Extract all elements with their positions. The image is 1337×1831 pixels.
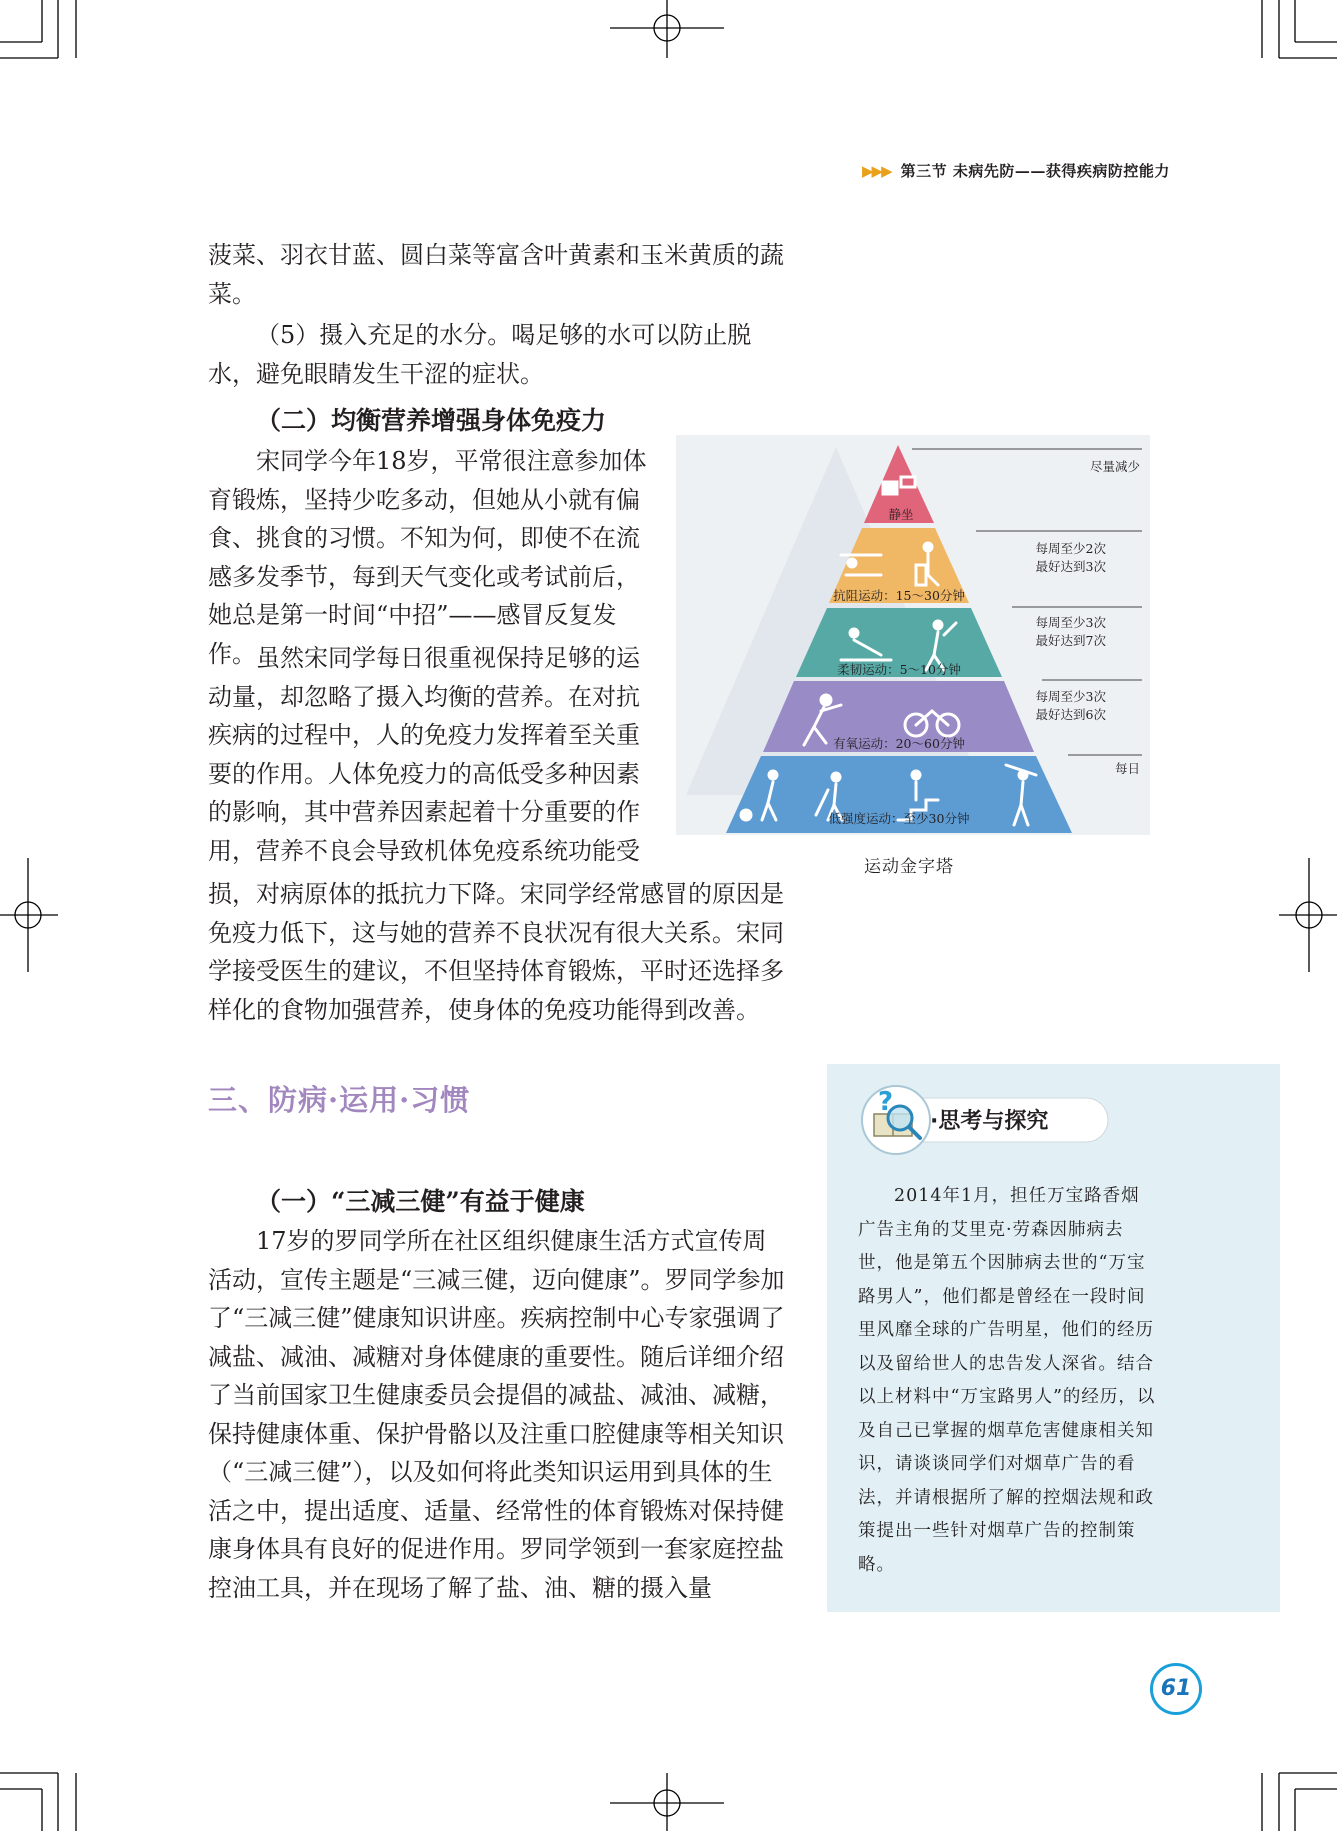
note-aerobic-1: 每周至少3次: [1035, 689, 1106, 704]
label-light: 低强度运动：至少30分钟: [828, 811, 970, 826]
note-light: 每日: [1114, 761, 1140, 776]
note-flexibility-2: 最好达到7次: [1035, 633, 1106, 648]
label-resistance: 抗阻运动：15～30分钟: [833, 588, 965, 603]
think-explore-body: 2014年1月，担任万宝路香烟广告主角的艾里克·劳森因肺病去世，他是第五个因肺病去世的“万宝路男人”，他们都是曾经在一段时间里风靡全球的广告明星，他们的经历以及留给世人的忠告发人深省。结合以上材料中“万宝路男人”的经历，以及自己已掌握的烟草危害健康相关知识，请谈谈同学们对烟草广告的看法，并请根据所了解的控烟法规和政策提出一些针对烟草广告的控制策略。: [858, 1186, 1156, 1575]
note-aerobic-2: 最好达到6次: [1035, 707, 1106, 722]
page-number: 61: [1150, 1663, 1202, 1715]
note-resistance-2: 最好达到3次: [1035, 559, 1106, 574]
paragraph-immunity: 虽然宋同学每日很重视保持足够的运动量，却忽略了摄入均衡的营养。在对抗疾病的过程中，人的免疫力发挥着至关重要的作用。人体免疫力的高低受多种因素的影响，其中营养因素起着十分重要的作用，营养不良会导致机体免疫系统功能受: [208, 644, 640, 865]
paragraph-water: （5）摄入充足的水分。喝足够的水可以防止脱水，避免眼睛发生干涩的症状。: [208, 321, 752, 388]
subheading-three-reductions: （一）“三减三健”有益于健康: [256, 1187, 585, 1216]
running-header: [862, 160, 1170, 181]
think-explore-text: [858, 1180, 1158, 1582]
pyramid-svg: [676, 435, 1150, 835]
think-explore-badge: [856, 1080, 1146, 1160]
subheading-balanced-nutrition: （二）均衡营养增强身体免疫力: [256, 406, 607, 435]
section-heading-prevention: 三、防病·运用·习惯: [208, 1083, 471, 1117]
pyramid-caption: 运动金字塔: [864, 857, 954, 877]
exercise-pyramid-figure: [676, 435, 1150, 835]
paragraph-vegetables: 菠菜、羽衣甘蓝、圆白菜等富含叶黄素和玉米黄质的蔬菜。: [208, 241, 784, 308]
paragraph-immunity-cont: 损，对病原体的抵抗力下降。宋同学经常感冒的原因是免疫力低下，这与她的营养不良状况有很大关系。宋同学接受医生的建议，不但坚持体育锻炼，平时还选择多样化的食物加强营养，使身体的免疫功能得到改善。: [208, 880, 784, 1024]
svg-text:?: ?: [878, 1087, 894, 1117]
think-explore-title: ·思考与探究: [930, 1109, 1049, 1134]
note-sedentary: 尽量减少: [1089, 459, 1140, 474]
label-sedentary: 静坐: [888, 507, 914, 522]
label-aerobic: 有氧运动：20～60分钟: [833, 736, 965, 751]
note-resistance-1: 每周至少2次: [1035, 541, 1106, 556]
header-section-title: 第三节 未病先防——获得疾病防控能力: [900, 162, 1170, 180]
label-flexibility: 柔韧运动：5～10分钟: [837, 662, 961, 677]
triangle-arrows-icon: ▶▶▶: [862, 162, 891, 180]
paragraph-song-story: 宋同学今年18岁，平常很注意参加体育锻炼，坚持少吃多动，但她从小就有偏食、挑食的习惯。不知为何，即使不在流感多发季节，每到天气变化或考试前后，她总是第一时间“中招”——感冒反复发作。: [208, 447, 647, 668]
paragraph-luo-story: 17岁的罗同学所在社区组织健康生活方式宣传周活动，宣传主题是“三减三健，迈向健康”。罗同学参加了“三减三健”健康知识讲座。疾病控制中心专家强调了减盐、减油、减糖对身体健康的重要性。随后详细介绍了当前国家卫生健康委员会提倡的减盐、减油、减糖，保持健康体重、保护骨骼以及注重口腔健康等相关知识（“三减三健”），以及如何将此类知识运用到具体的生活之中，提出适度、适量、经常性的体育锻炼对保持健康身体具有良好的促进作用。罗同学领到一套家庭控盐控油工具，并在现场了解了盐、油、糖的摄入量: [208, 1227, 785, 1602]
note-flexibility-1: 每周至少3次: [1035, 615, 1106, 630]
